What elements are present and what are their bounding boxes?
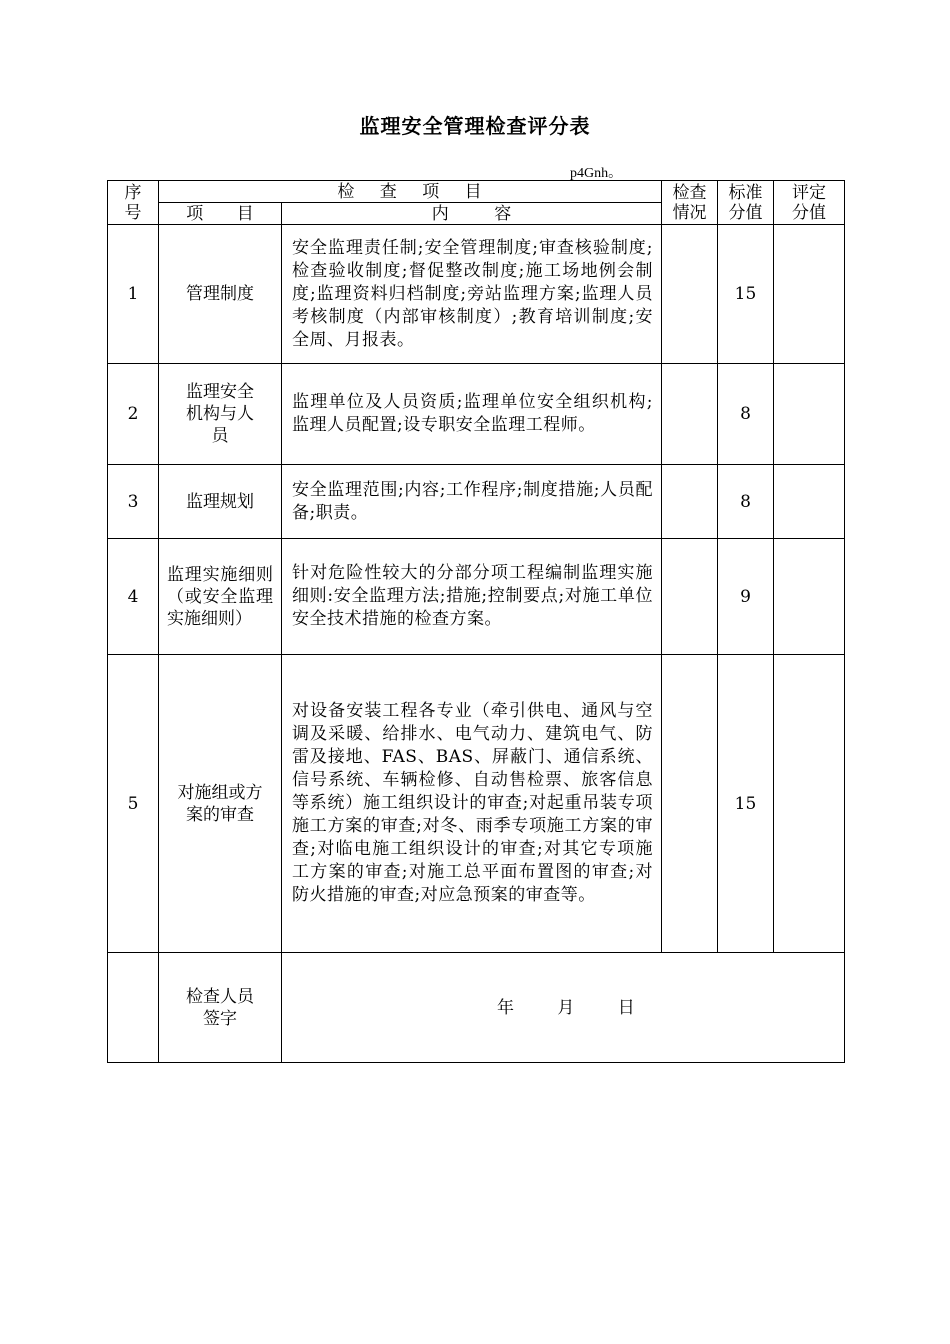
score-table	[107, 180, 845, 1063]
row-item: 监理安全机构与人员	[159, 364, 282, 465]
row-rated-score	[774, 465, 845, 539]
row-score: 9	[718, 539, 774, 655]
table-row	[108, 465, 845, 539]
row-score: 15	[718, 655, 774, 953]
row-check-status	[662, 225, 718, 364]
row-score: 8	[718, 364, 774, 465]
row-rated-score	[774, 364, 845, 465]
table-row	[108, 539, 845, 655]
document-code: p4Gnh。	[570, 166, 623, 181]
table-row	[108, 364, 845, 465]
sign-label: 检查人员签字	[159, 953, 282, 1063]
row-seq: 1	[108, 225, 159, 364]
row-check-status	[662, 655, 718, 953]
row-content: 安全监理责任制;安全管理制度;审查核验制度;检查验收制度;督促整改制度;施工场地例会制度;监理资料归档制度;旁站监理方案;监理人员考核制度（内部审核制度）;教育培训制度;安全周、月报表。	[282, 225, 662, 364]
signature-row	[108, 953, 845, 1063]
header-standard-score: 标准分值	[718, 181, 774, 225]
row-seq: 3	[108, 465, 159, 539]
row-content: 针对危险性较大的分部分项工程编制监理实施细则:安全监理方法;措施;控制要点;对施工单位安全技术措施的检查方案。	[282, 539, 662, 655]
table-row	[108, 225, 845, 364]
header-rated-score: 评定分值	[774, 181, 845, 225]
row-item: 对施组或方案的审查	[159, 655, 282, 953]
row-item: 管理制度	[159, 225, 282, 364]
row-check-status	[662, 539, 718, 655]
header-seq: 序号	[108, 181, 159, 225]
row-content: 监理单位及人员资质;监理单位安全组织机构;监理人员配置;设专职安全监理工程师。	[282, 364, 662, 465]
sign-date: 年 月 日	[282, 953, 845, 1063]
row-check-status	[662, 364, 718, 465]
header-item: 项 目	[159, 203, 282, 225]
row-seq: 5	[108, 655, 159, 953]
header-check-items: 检 查 项 目	[159, 181, 662, 203]
row-seq: 2	[108, 364, 159, 465]
row-item: 监理实施细则（或安全监理实施细则）	[159, 539, 282, 655]
row-content: 对设备安装工程各专业（牵引供电、通风与空调及采暖、给排水、电气动力、建筑电气、防雷及接地、FAS、BAS、屏蔽门、通信系统、信号系统、车辆检修、自动售检票、旅客信息等系统）施工组织设计的审查;对起重吊装专项施工方案的审查;对冬、雨季专项施工方案的审查;对临电施工组织设计的审查;对其它专项施工方案的审查;对施工总平面布置图的审查;对防火措施的审查;对应急预案的审查等。	[282, 655, 662, 953]
row-content: 安全监理范围;内容;工作程序;制度措施;人员配备;职责。	[282, 465, 662, 539]
row-rated-score	[774, 539, 845, 655]
row-item: 监理规划	[159, 465, 282, 539]
row-check-status	[662, 465, 718, 539]
row-score: 8	[718, 465, 774, 539]
row-seq: 4	[108, 539, 159, 655]
table-row	[108, 655, 845, 953]
row-rated-score	[774, 225, 845, 364]
row-rated-score	[774, 655, 845, 953]
header-content: 内 容	[282, 203, 662, 225]
row-score: 15	[718, 225, 774, 364]
sign-seq	[108, 953, 159, 1063]
page-title: 监理安全管理检查评分表	[359, 114, 591, 138]
header-check-status: 检查情况	[662, 181, 718, 225]
